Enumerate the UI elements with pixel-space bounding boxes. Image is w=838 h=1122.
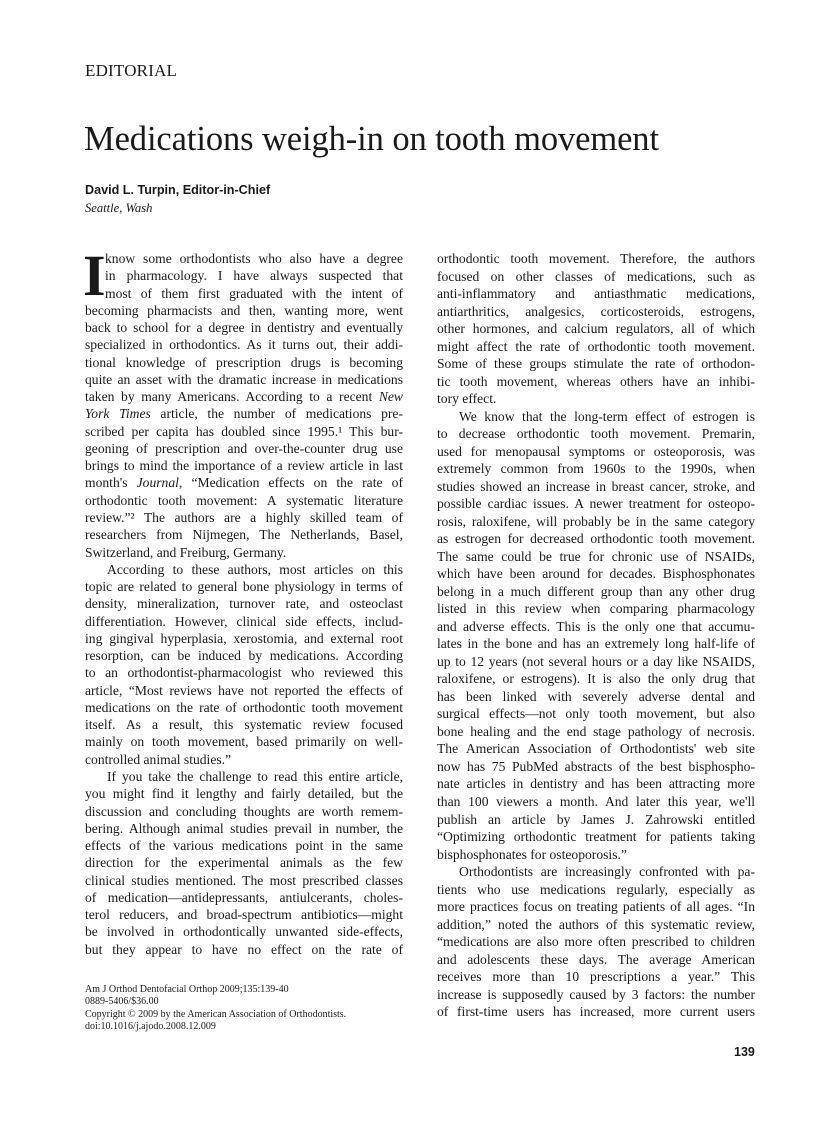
- text-line: surgical effects—not only tooth movement, but also: [437, 706, 755, 722]
- text-line: increase is supposedly caused by 3 factors: the number: [437, 986, 755, 1002]
- text-line: We know that the long-term effect of estrogen is: [459, 408, 755, 424]
- text-line: clinical studies mentioned. The most prescribed classes: [85, 872, 403, 888]
- text-line: be involved in orthodontically unwanted side-effects,: [85, 924, 403, 940]
- text-line: bone healing and the end stage pathology of necrosis.: [437, 723, 755, 739]
- left-column: [83, 243, 403, 958]
- text-line: brings to mind the importance of a review article in last: [85, 458, 403, 474]
- text-line: Switzerland, and Freiburg, Germany.: [85, 544, 287, 560]
- text-line: up to 12 years (not several hours or a day like NSAIDS,: [437, 653, 755, 669]
- text-line: know some orthodontists who also have a degree: [105, 251, 403, 266]
- text-line: in pharmacology. I have always suspected that: [105, 268, 403, 284]
- text-line: addition,” noted the authors of this systematic review,: [437, 916, 755, 932]
- text-line: might affect the rate of orthodontic tooth movement.: [437, 338, 755, 354]
- text-line: According to these authors, most articles on this: [107, 561, 403, 577]
- text-line: ing gingival hyperplasia, xerostomia, and external root: [85, 630, 403, 646]
- text-line: York Times article, the number of medications pre-: [85, 406, 403, 422]
- right-column: [437, 250, 755, 1021]
- text-line: now has 75 PubMed abstracts of the best bisphospho-: [437, 758, 755, 774]
- text-line: If you take the challenge to read this entire article,: [107, 768, 403, 784]
- text-line: focused on other classes of medications, such as: [437, 268, 755, 284]
- text-line: becoming pharmacists and then, wanting more, went: [85, 302, 403, 318]
- text-line: to an orthodontist-pharmacologist who reviewed this: [85, 665, 403, 681]
- text-line: extremely common from 1960s to the 1990s, when: [437, 461, 755, 477]
- text-line: topic are related to general bone physiology in terms of: [85, 579, 403, 595]
- text-line: as estrogen for decreased orthodontic tooth movement.: [437, 531, 755, 547]
- paragraph: [437, 863, 755, 1021]
- text-line: tional knowledge of prescription drugs is becoming: [85, 354, 403, 370]
- text-line: receives more than 10 prescriptions a year.” This: [437, 969, 755, 985]
- text-line: The same could be true for chronic use of NSAIDs,: [437, 548, 755, 564]
- text-line: lates in the bone and has an extremely long half-life of: [437, 636, 755, 652]
- text-line: density, mineralization, turnover rate, and osteoclast: [85, 596, 403, 612]
- text-line: possible cardiac issues. A newer treatment for osteopo-: [437, 496, 755, 512]
- paragraph: [83, 243, 403, 561]
- text-line: of medication—antidepressants, antiulcerants, choles-: [85, 889, 403, 905]
- text-line: review.”² The authors are a highly skilled team of: [85, 509, 403, 525]
- text-line: nate articles in dentistry and has been attracting more: [437, 776, 755, 792]
- text-line: publish an article by James J. Zahrowski entitled: [437, 811, 755, 827]
- text-line: resorption, can be induced by medications. According: [85, 648, 403, 664]
- text-line: used for menopausal symptoms or osteoporosis, was: [437, 443, 755, 459]
- author-name: David L. Turpin, Editor-in-Chief: [85, 183, 271, 197]
- text-line: back to school for a degree in dentistry and eventually: [85, 320, 403, 336]
- text-line: belong in a much different group than any other drug: [437, 583, 755, 599]
- text-line: most of them first graduated with the intent of: [105, 285, 403, 301]
- text-line: which have been around for decades. Bisphosphonates: [437, 566, 755, 582]
- page-number: 139: [734, 1045, 755, 1059]
- text-line: researchers from Nijmegen, The Netherlands, Basel,: [85, 527, 403, 543]
- paragraph: [437, 250, 755, 408]
- text-line: rosis, raloxifene, will probably be in the same category: [437, 513, 755, 529]
- text-line: antiarthritics, analgesics, corticosteroids, estrogens,: [437, 303, 755, 319]
- text-line: discussion and concluding thoughts are worth remem-: [85, 803, 403, 819]
- text-line: studies showed an increase in breast cancer, stroke, and: [437, 478, 755, 494]
- citation-footer: [85, 984, 346, 1034]
- text-line: orthodontic tooth movement. Therefore, the authors: [437, 251, 755, 266]
- text-line: taken by many Americans. According to a recent New: [85, 389, 403, 405]
- text-line: anti-inflammatory and antiasthmatic medications,: [437, 286, 755, 302]
- text-line: quite an asset with the dramatic increase in medications: [85, 371, 403, 387]
- text-line: but they appear to have no effect on the rate of: [85, 941, 403, 957]
- issn-price: 0889-5406/$36.00: [85, 996, 159, 1008]
- text-line: raloxifene, or estrogens). It is also the only drug that: [437, 671, 755, 687]
- text-line: medications on the rate of orthodontic tooth movement: [85, 699, 403, 715]
- text-line: “medications are also more often prescribed to children: [437, 934, 755, 950]
- drop-cap: I: [83, 243, 106, 308]
- text-line: specialized in orthodontics. As it turns out, their addi-: [85, 337, 403, 353]
- paragraph: [437, 408, 755, 863]
- text-line: has been linked with severely adverse dental and: [437, 688, 755, 704]
- author-location: Seattle, Wash: [85, 201, 153, 215]
- journal-citation: Am J Orthod Dentofacial Orthop 2009;135:139-40: [85, 984, 289, 995]
- text-line: The American Association of Orthodontists' web site: [437, 741, 755, 757]
- text-line: scribed per capita has doubled since 1995.¹ This bur-: [85, 423, 403, 439]
- text-line: direction for the experimental animals as the few: [85, 855, 403, 871]
- text-line: “Optimizing orthodontic treatment for patients taking: [437, 829, 755, 845]
- article-title: Medications weigh-in on tooth movement: [84, 120, 659, 158]
- paragraph: [85, 768, 403, 958]
- text-line: Some of these groups stimulate the rate of orthodon-: [437, 356, 755, 372]
- text-line: you might find it lengthy and fairly detailed, but the: [85, 786, 403, 802]
- text-line: and adolescents these days. The average American: [437, 951, 755, 967]
- text-line: than 100 viewers a month. And later this year, we'll: [437, 793, 755, 809]
- text-line: other hormones, and calcium regulators, all of which: [437, 321, 755, 337]
- text-line: bisphosphonates for osteoporosis.”: [437, 846, 627, 862]
- text-line: orthodontic tooth movement: A systematic literature: [85, 492, 403, 508]
- text-line: bering. Although animal studies prevail in number, the: [85, 820, 403, 836]
- text-line: geoning of prescription and over-the-counter drug use: [85, 440, 403, 456]
- text-line: mainly on tooth movement, based primarily on well-: [85, 734, 403, 750]
- text-line: terol reducers, and broad-spectrum antibiotics—might: [85, 907, 403, 923]
- text-line: tory effect.: [437, 391, 497, 407]
- text-line: Orthodontists are increasingly confronted with pa-: [459, 864, 755, 880]
- text-line: more practices focus on treating patients of all ages. “In: [437, 899, 755, 915]
- text-line: tients who use medications regularly, especially as: [437, 881, 755, 897]
- text-line: listed in this review when comparing pharmacology: [437, 601, 755, 617]
- copyright-notice: Copyright © 2009 by the American Association of Orthodontists.: [85, 1008, 347, 1020]
- text-line: effects of the various medications point in the same: [85, 838, 403, 854]
- text-line: to decrease orthodontic tooth movement. Premarin,: [437, 426, 755, 442]
- text-line: article, “Most reviews have not reported the effects of: [85, 682, 403, 698]
- text-line: and adverse effects. This is the only one that accumu-: [437, 618, 755, 634]
- text-line: controlled animal studies.”: [85, 751, 232, 767]
- text-line: tic tooth movement, whereas others have an inhibi-: [437, 373, 755, 389]
- text-line: of first-time users has increased, more current users: [437, 1004, 755, 1020]
- text-line: differentiation. However, clinical side effects, includ-: [85, 613, 403, 629]
- text-line: itself. As a result, this systematic review focused: [85, 717, 403, 733]
- doi: doi:10.1016/j.ajodo.2008.12.009: [85, 1021, 216, 1033]
- section-label: EDITORIAL: [85, 61, 178, 80]
- text-line: month's Journal, “Medication effects on the rate of: [85, 475, 403, 491]
- paragraph: [85, 561, 403, 768]
